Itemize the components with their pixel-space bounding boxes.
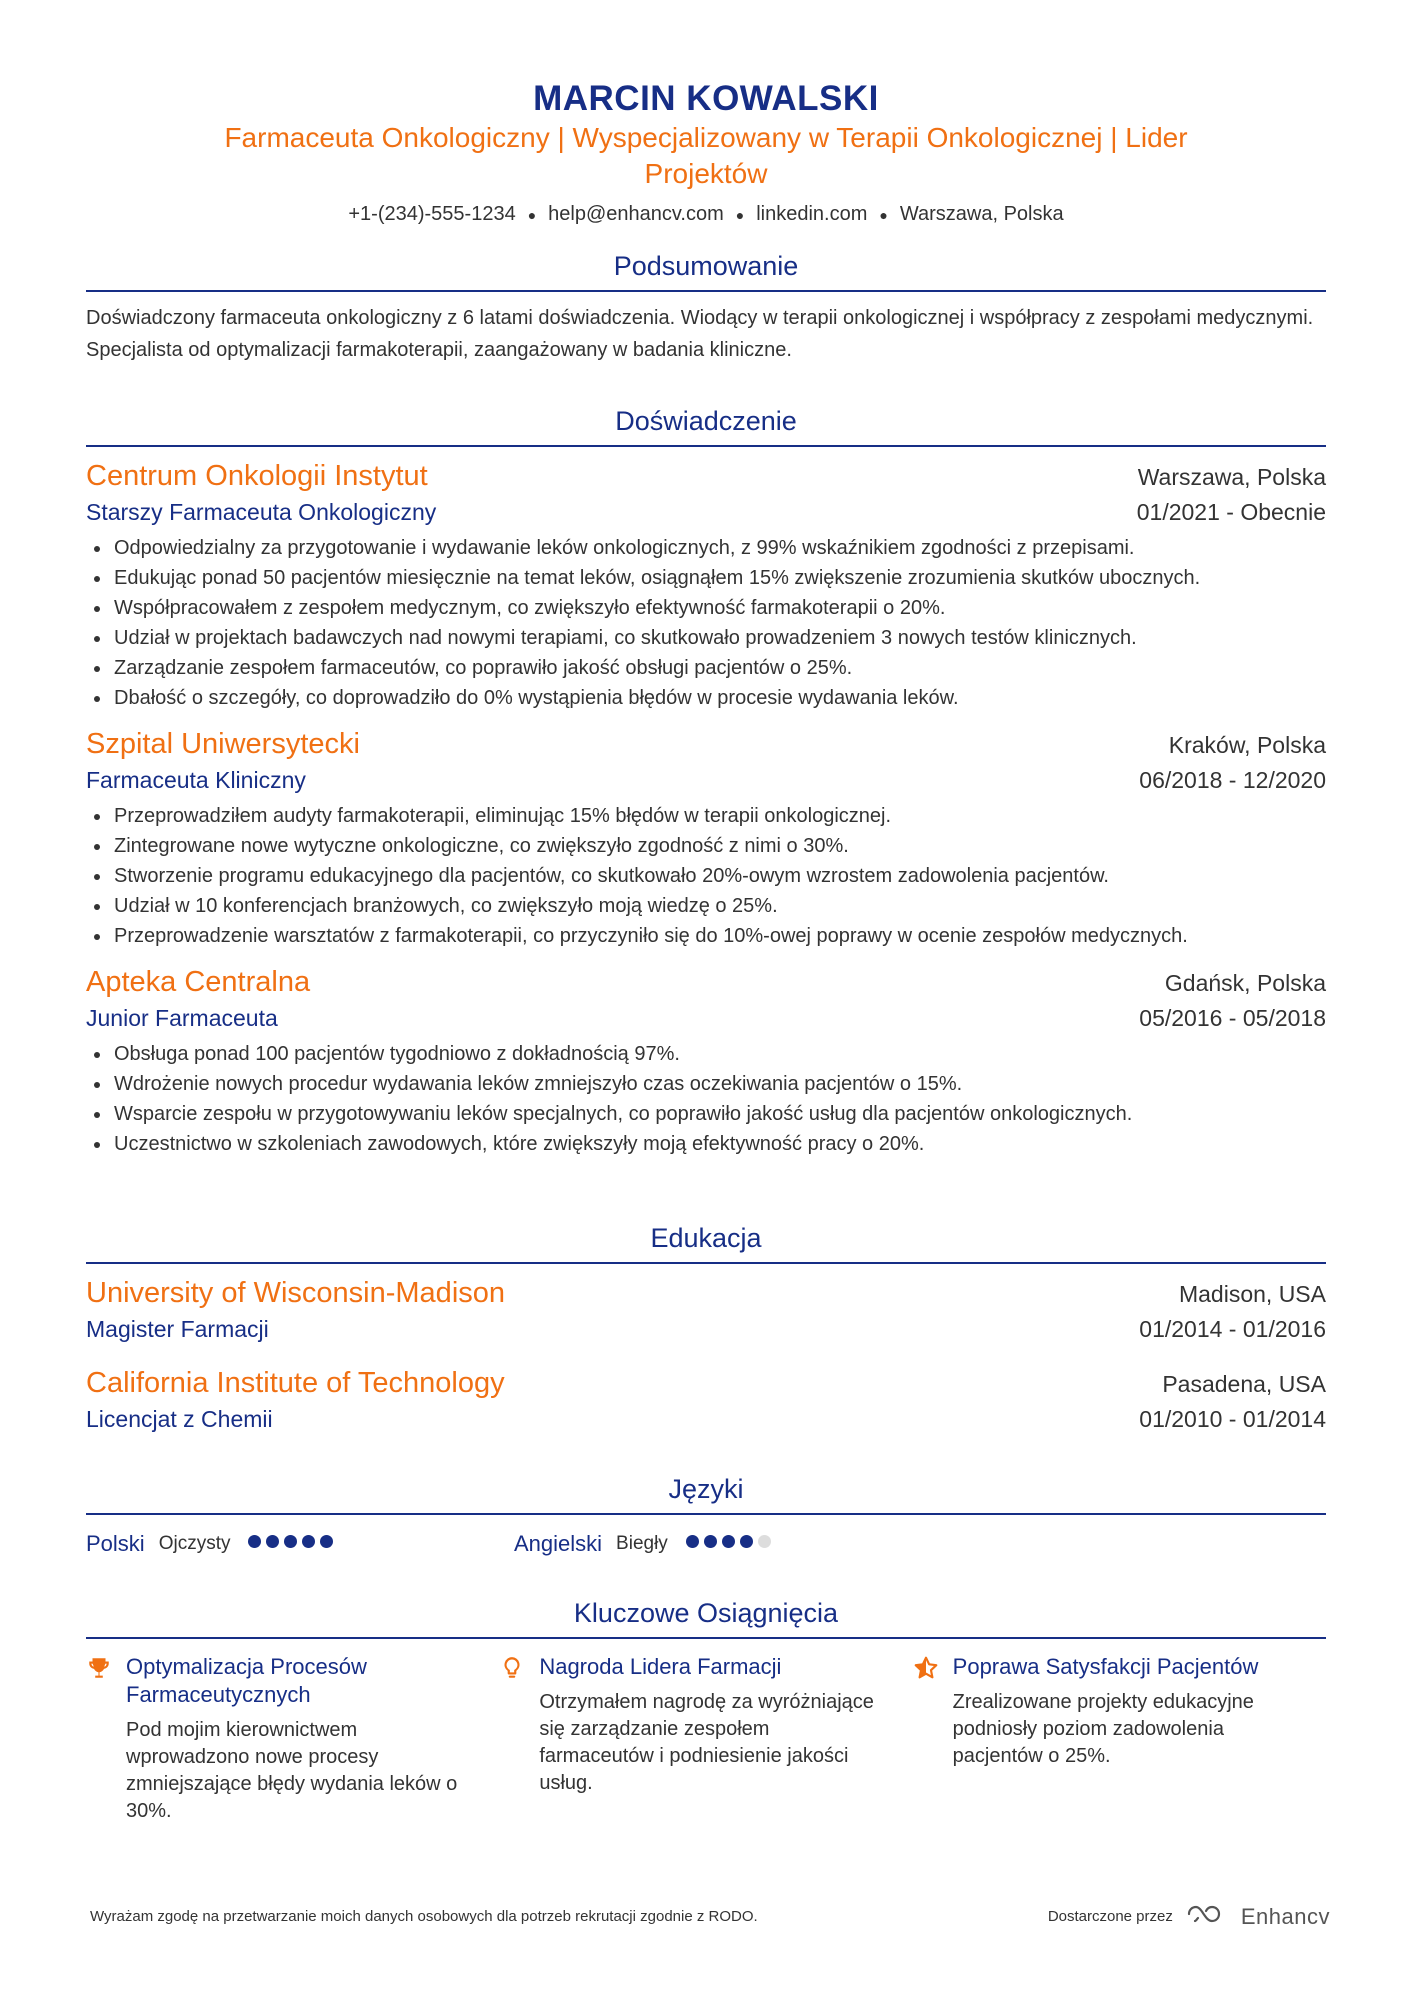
bullet-item: Udział w projektach badawczych nad nowymi terapiami, co skutkowało prowadzeniem 3 nowych testów klinicznych. <box>86 623 1326 653</box>
rating-dot-filled <box>320 1535 333 1548</box>
bullet-item: Zarządzanie zespołem farmaceutów, co poprawiło jakość obsługi pacjentów o 25%. <box>86 653 1326 683</box>
job-title: Starszy Farmaceuta Onkologiczny <box>86 499 437 525</box>
lightbulb-icon <box>499 1653 539 1825</box>
bullet-item: Uczestnictwo w szkoleniach zawodowych, które zwiększyły moją efektywność pracy o 20%. <box>86 1129 1326 1159</box>
section-title-experience: Doświadczenie <box>86 403 1326 447</box>
achievement-description: Zrealizowane projekty edukacyjne podniosły poziom zadowolenia pacjentów o 25%. <box>952 1691 1254 1767</box>
languages-row <box>86 1531 1326 1557</box>
bullet-item: Dbałość o szczegóły, co doprowadziło do 0% wystąpienia błędów w procesie wydawania leków. <box>86 683 1326 713</box>
bullet-item: Odpowiedzialny za przygotowanie i wydawanie leków onkologicznych, z 99% wskaźnikiem zgodności z przepisami. <box>86 533 1326 563</box>
bullet-item: Wsparcie zespołu w przygotowywaniu leków specjalnych, co poprawiło jakość usług dla pacjentów onkologicznych. <box>86 1099 1326 1129</box>
section-title-education: Edukacja <box>86 1220 1326 1264</box>
achievement-item <box>913 1653 1326 1825</box>
language-rating <box>248 1535 338 1553</box>
email[interactable]: help@enhancv.com <box>548 203 724 225</box>
language-level: Ojczysty <box>158 1533 231 1554</box>
linkedin[interactable]: linkedin.com <box>756 203 868 225</box>
language-item <box>514 1531 942 1557</box>
company-name: Centrum Onkologii Instytut <box>86 460 428 492</box>
powered-by-label: Dostarczone przez <box>1047 1908 1173 1925</box>
school-name: California Institute of Technology <box>86 1367 505 1399</box>
rating-dot-filled <box>284 1535 297 1548</box>
bullet-item: Edukując ponad 50 pacjentów miesięcznie na temat leków, osiągnąłem 15% zwiększenie zrozumienia skutków ubocznych. <box>86 563 1326 593</box>
trophy-icon <box>86 1653 126 1825</box>
education-dates: 01/2010 - 01/2014 <box>1139 1406 1326 1432</box>
job-location: Warszawa, Polska <box>1137 464 1326 490</box>
education-entry <box>86 1364 1326 1436</box>
section-title-summary: Podsumowanie <box>86 248 1326 292</box>
summary-section <box>86 248 1326 366</box>
achievements-section <box>86 1595 1326 1825</box>
rating-dot-filled <box>704 1535 717 1548</box>
bullet-item: Przeprowadziłem audyty farmakoterapii, eliminując 15% błędów w terapii onkologicznej. <box>86 801 1326 831</box>
languages-section <box>86 1471 1326 1557</box>
company-name: Apteka Centralna <box>86 966 311 998</box>
achievement-title: Nagroda Lidera Farmacji <box>539 1654 782 1679</box>
bullet-item: Przeprowadzenie warsztatów z farmakoterapii, co przyczyniło się do 10%-owej poprawy w ocenie zespołów medycznych. <box>86 921 1326 951</box>
rating-dot-filled <box>266 1535 279 1548</box>
bullet-item: Obsługa ponad 100 pacjentów tygodniowo z dokładnością 97%. <box>86 1039 1326 1069</box>
summary-text: Doświadczony farmaceuta onkologiczny z 6 latami doświadczenia. Wiodący w terapii onkologicznej i współpracy z zespołami medycznymi. Specjalista od optymalizacji farmakoterapii, zaangażowany w badania kliniczne. <box>86 307 1314 361</box>
school-location: Pasadena, USA <box>1162 1371 1326 1397</box>
job-dates: 01/2021 - Obecnie <box>1136 499 1326 525</box>
rating-dot-filled <box>740 1535 753 1548</box>
brand-name: Enhancv <box>1240 1903 1330 1929</box>
rating-dot-filled <box>722 1535 735 1548</box>
achievements-grid <box>86 1653 1326 1825</box>
powered-by[interactable] <box>1048 1902 1330 1931</box>
achievement-item <box>499 1653 912 1825</box>
experience-section <box>86 403 1326 1159</box>
company-name: Szpital Uniwersytecki <box>86 728 360 760</box>
section-title-achievements: Kluczowe Osiągnięcia <box>86 1595 1326 1639</box>
education-section <box>86 1220 1326 1436</box>
gdpr-consent: Wyrażam zgodę na przetwarzanie moich danych osobowych dla potrzeb rekrutacji zgodnie z RODO. <box>90 1908 758 1925</box>
candidate-name: MARCIN KOWALSKI <box>533 79 879 118</box>
degree: Licencjat z Chemii <box>86 1406 273 1432</box>
bullet-item: Udział w 10 konferencjach branżowych, co zwiększyło moją wiedzę o 25%. <box>86 891 1326 921</box>
bullet-item: Stworzenie programu edukacyjnego dla pacjentów, co skutkowało 20%-owym wzrostem zadowolenia pacjentów. <box>86 861 1326 891</box>
experience-entry <box>86 457 1326 713</box>
achievement-title: Poprawa Satysfakcji Pacjentów <box>952 1654 1259 1679</box>
separator-dot: ● <box>527 206 537 223</box>
experience-entry <box>86 963 1326 1159</box>
bullet-item: Zintegrowane nowe wytyczne onkologiczne, co zwiększyło zgodność z nimi o 30%. <box>86 831 1326 861</box>
rating-dot-empty <box>758 1535 771 1548</box>
contact-line <box>86 200 1326 229</box>
job-bullets <box>86 801 1326 951</box>
education-dates: 01/2014 - 01/2016 <box>1139 1316 1326 1342</box>
separator-dot: ● <box>879 206 888 223</box>
achievement-title: Optymalizacja Procesów Farmaceutycznych <box>126 1654 367 1707</box>
rating-dot-filled <box>302 1535 315 1548</box>
rating-dot-filled <box>686 1535 699 1548</box>
experience-entry <box>86 725 1326 951</box>
candidate-headline: Farmaceuta Onkologiczny | Wyspecjalizowany w Terapii Onkologicznej | Lider Projektów <box>224 122 1188 189</box>
bullet-item: Współpracowałem z zespołem medycznym, co zwiększyło efektywność farmakoterapii o 20%. <box>86 593 1326 623</box>
job-title: Junior Farmaceuta <box>86 1005 278 1031</box>
section-title-languages: Języki <box>86 1471 1326 1515</box>
language-level: Biegły <box>616 1533 668 1554</box>
education-entry <box>86 1274 1326 1346</box>
separator-dot: ● <box>735 206 745 223</box>
phone[interactable]: +1-(234)-555-1234 <box>348 203 516 225</box>
school-location: Madison, USA <box>1178 1281 1326 1307</box>
enhancv-logo-icon <box>1185 1902 1233 1931</box>
language-name: Polski <box>86 1531 145 1556</box>
degree: Magister Farmacji <box>86 1316 269 1342</box>
resume-header <box>86 78 1326 229</box>
bullet-item: Wdrożenie nowych procedur wydawania leków zmniejszyło czas oczekiwania pacjentów o 15%. <box>86 1069 1326 1099</box>
star-icon <box>913 1653 953 1825</box>
location: Warszawa, Polska <box>899 203 1064 225</box>
job-bullets <box>86 533 1326 713</box>
language-item <box>86 1531 514 1557</box>
achievement-item <box>86 1653 499 1825</box>
rating-dot-filled <box>248 1535 261 1548</box>
language-rating <box>686 1535 776 1553</box>
job-location: Kraków, Polska <box>1168 732 1326 758</box>
page-footer <box>90 1902 1330 1932</box>
job-dates: 05/2016 - 05/2018 <box>1139 1005 1326 1031</box>
school-name: University of Wisconsin-Madison <box>86 1277 506 1309</box>
job-dates: 06/2018 - 12/2020 <box>1139 767 1326 793</box>
job-location: Gdańsk, Polska <box>1164 970 1326 996</box>
job-title: Farmaceuta Kliniczny <box>86 767 306 793</box>
achievement-description: Pod mojim kierownictwem wprowadzono nowe procesy zmniejszające błędy wydania leków o 30%. <box>126 1719 458 1822</box>
language-name: Angielski <box>514 1531 603 1556</box>
job-bullets <box>86 1039 1326 1159</box>
achievement-description: Otrzymałem nagrodę za wyróżniające się zarządzanie zespołem farmaceutów i podniesienie jakości usług. <box>539 1691 874 1794</box>
